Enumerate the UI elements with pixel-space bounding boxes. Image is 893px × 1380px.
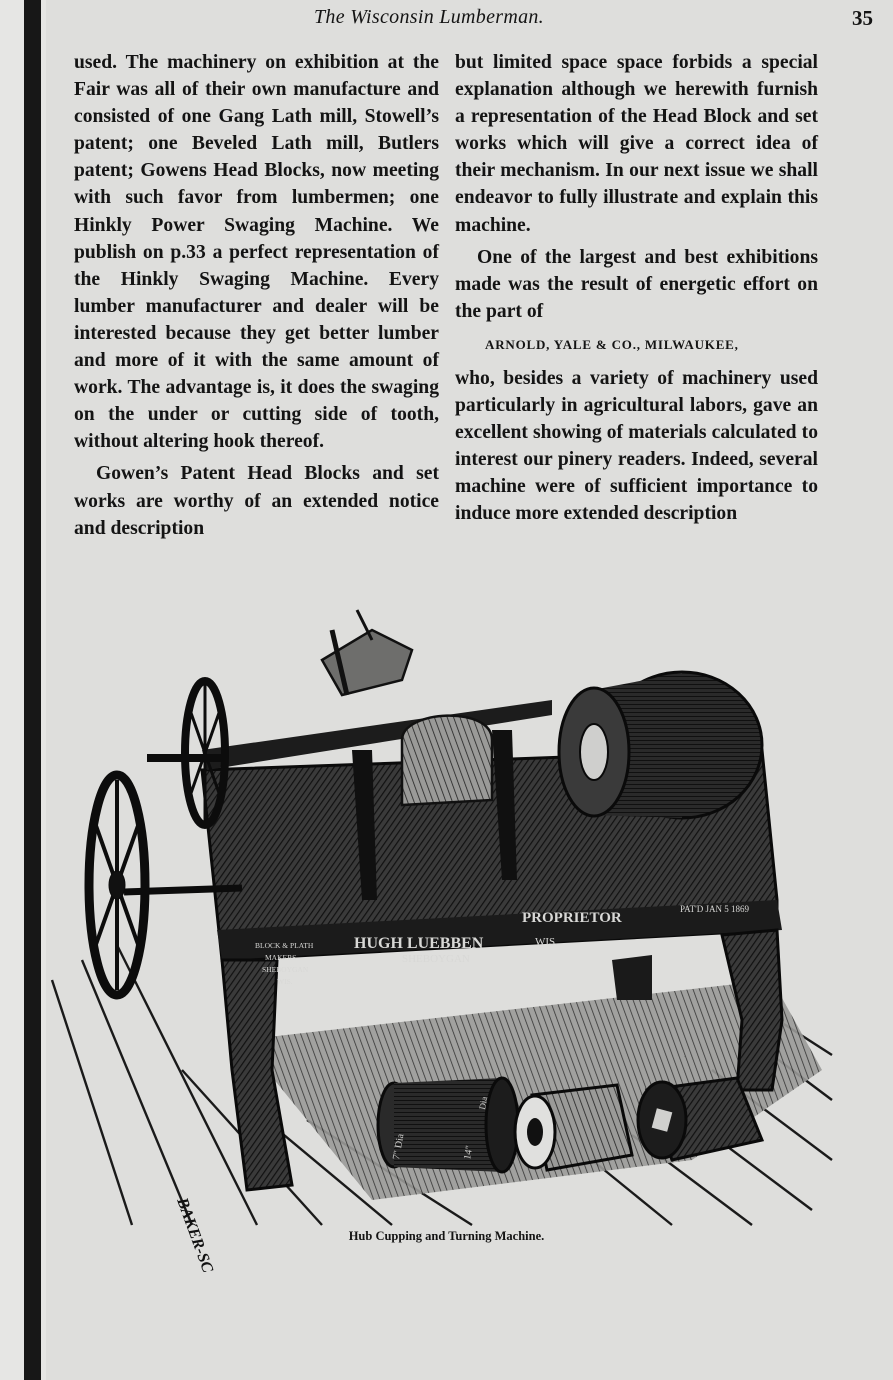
right-paragraph-1: but limited space space forbids a special explanation although we herewith furnish a representation of the Head Block and set works which will give a correct idea of their mechanism. In our next issue we shall endeavor to fully illustrate and explain this machine. <box>455 52 818 236</box>
plate-state: WIS. <box>535 936 558 948</box>
binding-edge <box>24 0 41 1380</box>
plate-left-line-4: WIS. <box>277 977 293 986</box>
running-head: The Wisconsin Lumberman. <box>314 6 544 28</box>
plate-proprietor: PROPRIETOR <box>522 910 622 926</box>
left-column <box>74 49 439 542</box>
engraver-signature: BAKER-SC <box>173 1195 216 1275</box>
plate-city: SHEBOYGAN <box>402 953 470 965</box>
plate-left-line-2: MAKERS <box>265 953 297 962</box>
right-paragraph-3: who, besides a variety of machinery used particularly in agricultural labors, gave an excellent showing of materials calculated to interest our pinery readers. Indeed, several machine were of sufficient importance to induce more extended description <box>455 367 818 525</box>
hub-label-dia: Dia <box>477 1095 490 1111</box>
hub-label-diameter: 7" Dia <box>391 1132 407 1161</box>
page-number: 35 <box>852 6 873 30</box>
hub-label-length: 14" <box>462 1144 476 1161</box>
right-column <box>455 49 818 528</box>
left-paragraph-2: Gowen’s Patent Head Blocks and set works are worthy of an extended notice and description <box>74 463 439 539</box>
page-header <box>300 4 873 32</box>
drum-pulley <box>559 672 762 818</box>
hub-blanks <box>378 1078 762 1172</box>
firm-heading: ARNOLD, YALE & CO., MILWAUKEE, <box>485 336 739 352</box>
plate-patent: PAT'D JAN 5 1869 <box>680 904 750 914</box>
plate-left-line-1: BLOCK & PLATH <box>255 941 314 950</box>
left-paragraph-1: used. The machinery on exhibition at the Fair was all of their own manufacture and consisted of one Gang Lath mill, Stowell’s patent; one Beveled Lath mill, Butlers patent; Gowens Head Blocks, now meeting with such favor from lumbermen; one Hinkly Power Swaging Machine. We publish on p.33 a perfect representation of the Hinkly Swaging Machine. Every lumber manufacturer and dealer will be interested because they get better lumber and more of it with the same amount of work. The advantage is, it does the swaging on the under or cutting side of tooth, without altering hook thereof. <box>74 52 439 453</box>
plate-left-line-3: SHEBOYGAN <box>262 965 309 974</box>
right-paragraph-2: One of the largest and best exhibitions made was the result of energetic effort on the part of <box>455 246 818 322</box>
plate-maker: HUGH LUEBBEN <box>354 935 484 952</box>
figure-caption: Hub Cupping and Turning Machine. <box>348 1229 545 1243</box>
